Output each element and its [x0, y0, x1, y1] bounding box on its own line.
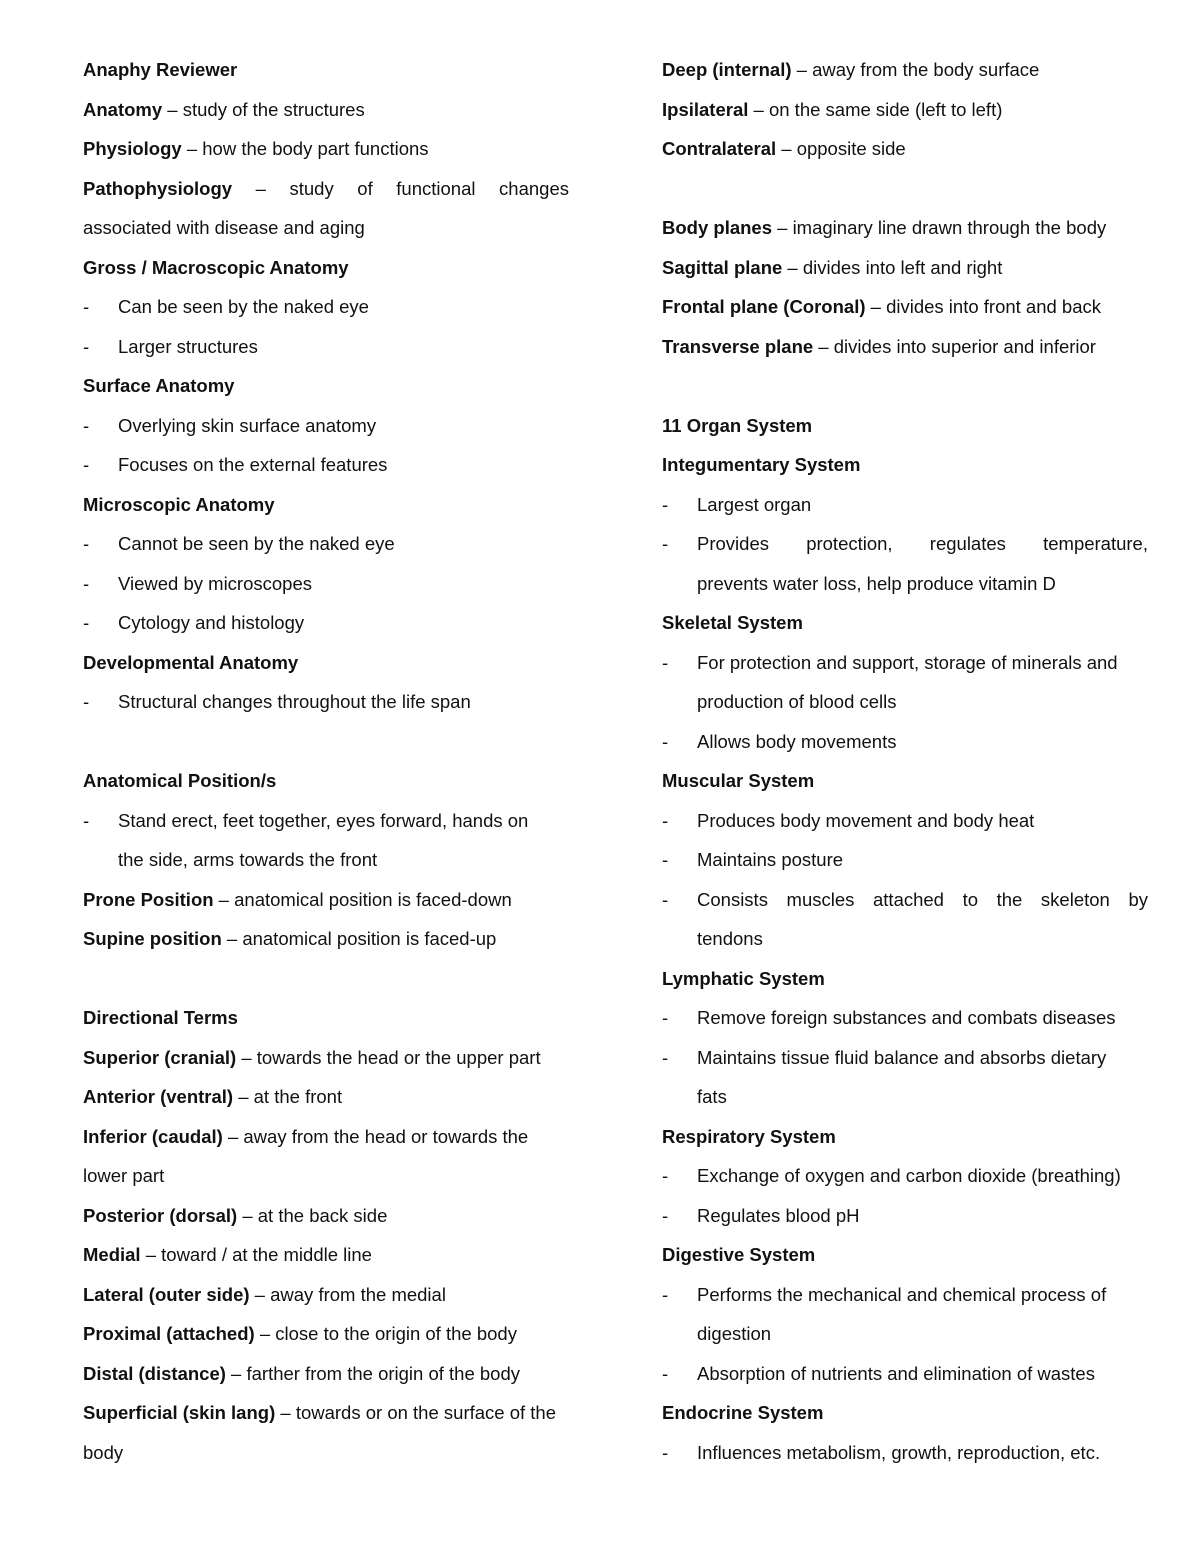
term: Prone Position	[83, 888, 214, 910]
definition: – study of functional changes	[232, 177, 569, 199]
definition: – at the front	[233, 1086, 343, 1107]
bullet-dash: -	[662, 730, 669, 752]
list-item: - Stand erect, feet together, eyes forward, hands on	[83, 801, 569, 841]
term: Inferior (caudal)	[83, 1125, 223, 1147]
definition: – how the body part functions	[181, 138, 429, 159]
list-item: - Larger structures	[83, 327, 569, 367]
bullet-dash: -	[83, 691, 90, 712]
definition: – study of the structures	[162, 98, 365, 120]
definition-prone	[83, 880, 569, 920]
bullet-dash: -	[83, 296, 90, 317]
definition-superficial	[83, 1393, 569, 1433]
term: Frontal plane (Coronal)	[662, 296, 866, 317]
section-heading-directional-terms: Directional Terms	[83, 1007, 238, 1028]
list-item: - Consists muscles attached to the skeleton by	[662, 880, 1148, 920]
bullet-dash: -	[662, 533, 669, 554]
section-heading-integumentary: Integumentary System	[662, 454, 861, 475]
list-item: - Overlying skin surface anatomy	[83, 406, 569, 446]
list-item: - Absorption of nutrients and elimination of wastes	[662, 1354, 1148, 1394]
term: Physiology	[83, 138, 182, 159]
term: Ipsilateral	[662, 98, 749, 120]
definition-superior	[83, 1038, 569, 1078]
section-heading-lymphatic: Lymphatic System	[662, 967, 825, 989]
section-heading-organ-systems: 11 Organ System	[662, 414, 813, 436]
blank-line	[83, 959, 569, 999]
list-item: - Exchange of oxygen and carbon dioxide (breathing)	[662, 1156, 1148, 1196]
definition-sagittal-plane	[662, 248, 1148, 288]
term: Sagittal plane	[662, 256, 783, 278]
list-item-continuation: fats	[697, 1086, 727, 1107]
bullet-dash: -	[83, 533, 90, 554]
definition-deep	[662, 50, 1148, 90]
definition-ipsilateral	[662, 90, 1148, 130]
definition-continuation: body	[83, 1441, 124, 1463]
bullet-dash: -	[83, 414, 90, 436]
definition: – away from the body surface	[791, 59, 1040, 80]
section-heading-anatomical-position: Anatomical Position/s	[83, 770, 277, 791]
term: Distal (distance)	[83, 1362, 226, 1384]
left-column	[83, 50, 569, 1472]
blank-line	[662, 366, 1148, 406]
definition-transverse-plane	[662, 327, 1148, 367]
section-heading-digestive: Digestive System	[662, 1244, 816, 1265]
term: Lateral (outer side)	[83, 1283, 250, 1305]
definition-body-planes	[662, 208, 1148, 248]
term: Superior (cranial)	[83, 1046, 237, 1068]
term: Deep (internal)	[662, 59, 792, 80]
list-item: - For protection and support, storage of minerals and	[662, 643, 1148, 683]
list-item: - Can be seen by the naked eye	[83, 287, 569, 327]
blank-line	[662, 169, 1148, 209]
term: Proximal (attached)	[83, 1323, 255, 1344]
definition: – on the same side (left to left)	[748, 98, 1003, 120]
section-heading-muscular: Muscular System	[662, 770, 815, 791]
section-heading-respiratory: Respiratory System	[662, 1125, 836, 1147]
bullet-dash: -	[662, 1362, 669, 1384]
bullet-dash: -	[662, 1283, 669, 1305]
definition: – anatomical position is faced-up	[221, 928, 497, 949]
term: Transverse plane	[662, 335, 814, 357]
list-item: - Influences metabolism, growth, reproduction, etc.	[662, 1433, 1148, 1473]
list-item: - Viewed by microscopes	[83, 564, 569, 604]
definition: – divides into superior and inferior	[813, 335, 1096, 357]
list-item: - Cannot be seen by the naked eye	[83, 524, 569, 564]
list-item: - Remove foreign substances and combats diseases	[662, 998, 1148, 1038]
term: Posterior (dorsal)	[83, 1204, 238, 1226]
bullet-dash: -	[662, 1046, 669, 1068]
term: Anatomy	[83, 98, 163, 120]
bullet-dash: -	[662, 1165, 669, 1186]
definition: – opposite side	[776, 138, 906, 159]
list-item: - Allows body movements	[662, 722, 1148, 762]
definition: – at the back side	[237, 1204, 388, 1226]
bullet-dash: -	[83, 335, 90, 357]
definition: – close to the origin of the body	[254, 1323, 517, 1344]
definition: – toward / at the middle line	[140, 1244, 372, 1265]
bullet-dash: -	[662, 888, 669, 910]
document-title: Anaphy Reviewer	[83, 59, 238, 80]
definition-contralateral	[662, 129, 1148, 169]
list-item: - Maintains tissue fluid balance and absorbs dietary	[662, 1038, 1148, 1078]
list-item-continuation: production of blood cells	[697, 691, 897, 712]
list-item-continuation: the side, arms towards the front	[118, 849, 378, 870]
blank-line	[83, 722, 569, 762]
list-item: - Regulates blood pH	[662, 1196, 1148, 1236]
list-item: - Provides protection, regulates temperature,	[662, 524, 1148, 564]
term: Medial	[83, 1244, 141, 1265]
list-item: - Produces body movement and body heat	[662, 801, 1148, 841]
definition: – divides into front and back	[865, 296, 1102, 317]
bullet-dash: -	[662, 849, 669, 870]
list-item: - Largest organ	[662, 485, 1148, 525]
definition: – divides into left and right	[782, 256, 1003, 278]
term: Body planes	[662, 217, 772, 238]
definition: – farther from the origin of the body	[225, 1362, 521, 1384]
definition: – away from the medial	[249, 1283, 446, 1305]
definition: – away from the head or towards the	[222, 1125, 529, 1147]
bullet-dash: -	[662, 1007, 669, 1028]
term: Superficial (skin lang)	[83, 1402, 276, 1423]
list-item: - Focuses on the external features	[83, 445, 569, 485]
section-heading-developmental-anatomy: Developmental Anatomy	[83, 651, 299, 673]
definition-anatomy	[83, 90, 569, 130]
bullet-dash: -	[662, 809, 669, 831]
list-item-continuation: tendons	[697, 928, 763, 949]
bullet-dash: -	[662, 493, 669, 515]
definition: – towards or on the surface of the	[275, 1402, 556, 1423]
list-item: - Structural changes throughout the life span	[83, 682, 569, 722]
section-heading-skeletal: Skeletal System	[662, 612, 803, 633]
term: Pathophysiology	[83, 177, 233, 199]
term: Contralateral	[662, 138, 777, 159]
section-heading-gross-anatomy: Gross / Macroscopic Anatomy	[83, 256, 349, 278]
definition-lateral	[83, 1275, 569, 1315]
section-heading-surface-anatomy: Surface Anatomy	[83, 375, 235, 396]
section-heading-microscopic-anatomy: Microscopic Anatomy	[83, 493, 275, 515]
definition: – anatomical position is faced-down	[213, 888, 512, 910]
term: Supine position	[83, 928, 222, 949]
definition-continuation: associated with disease and aging	[83, 217, 365, 238]
definition-supine	[83, 919, 569, 959]
definition-distal	[83, 1354, 569, 1394]
list-item-continuation: digestion	[697, 1323, 772, 1344]
definition-inferior	[83, 1117, 569, 1157]
definition-medial	[83, 1235, 569, 1275]
section-heading-endocrine: Endocrine System	[662, 1402, 824, 1423]
list-item-continuation: prevents water loss, help produce vitamin D	[697, 572, 1056, 594]
definition: – towards the head or the upper part	[236, 1046, 541, 1068]
definition: – imaginary line drawn through the body	[772, 217, 1107, 238]
bullet-dash: -	[662, 651, 669, 673]
right-column	[662, 50, 1148, 1472]
definition-proximal	[83, 1314, 569, 1354]
bullet-dash: -	[83, 612, 90, 633]
definition-frontal-plane	[662, 287, 1148, 327]
definition-physiology	[83, 129, 569, 169]
definition-anterior	[83, 1077, 569, 1117]
bullet-dash: -	[83, 454, 90, 475]
list-item: - Performs the mechanical and chemical process of	[662, 1275, 1148, 1315]
definition-posterior	[83, 1196, 569, 1236]
list-item: - Cytology and histology	[83, 603, 569, 643]
bullet-dash: -	[662, 1441, 669, 1463]
term: Anterior (ventral)	[83, 1086, 234, 1107]
definition-continuation: lower part	[83, 1165, 165, 1186]
definition-pathophysiology	[83, 169, 569, 209]
bullet-dash: -	[83, 809, 90, 831]
list-item: - Maintains posture	[662, 840, 1148, 880]
bullet-dash: -	[662, 1204, 669, 1226]
bullet-dash: -	[83, 572, 90, 594]
